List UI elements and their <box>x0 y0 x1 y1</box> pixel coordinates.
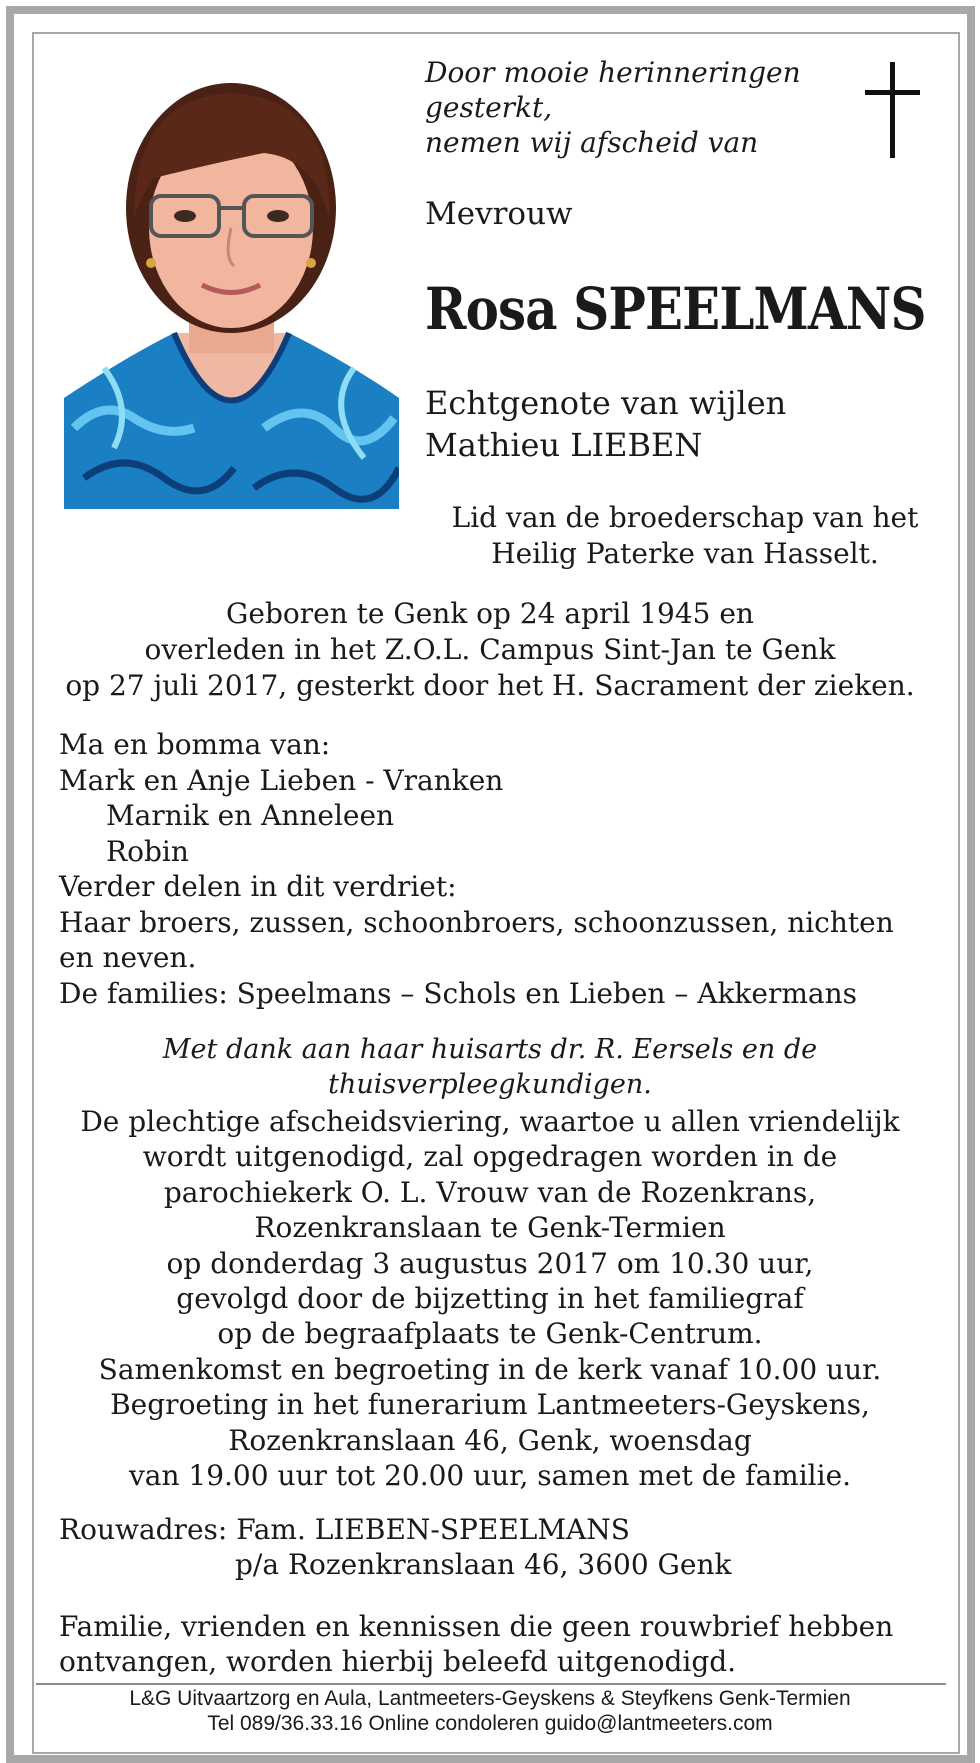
family-grandchild: Robin <box>106 834 189 868</box>
intro-line: Door mooie herinneringen <box>425 56 801 89</box>
intro-text <box>425 55 845 160</box>
membership-line: Heilig Paterke van Hasselt. <box>491 537 879 570</box>
ceremony-line: Rozenkranslaan 46, Genk, woensdag <box>228 1423 752 1457</box>
spouse-line: Echtgenote van wijlen <box>425 384 787 422</box>
spouse-line: Mathieu LIEBEN <box>425 426 703 464</box>
invitation-text <box>59 1609 939 1679</box>
family-grandchild: Marnik en Anneleen <box>106 799 395 832</box>
ceremony-line: Begroeting in het funerarium Lantmeeters-Geyskens, <box>110 1388 870 1422</box>
family-relatives-line: en neven. <box>59 941 197 974</box>
ceremony-line: wordt uitgenodigd, zal opgedragen worden in de <box>142 1140 838 1174</box>
ceremony-line: op donderdag 3 augustus 2017 om 10.30 uur, <box>166 1246 814 1280</box>
ceremony-line: gevolgd door de bijzetting in het familiegraf <box>176 1282 804 1316</box>
footer-divider <box>36 1683 946 1685</box>
birth-death-text <box>40 596 940 704</box>
thanks-line: Met dank aan haar huisarts dr. R. Eersels en de <box>162 1034 818 1065</box>
ceremony-line: van 19.00 uur tot 20.00 uur, samen met de familie. <box>128 1459 852 1493</box>
intro-line: nemen wij afscheid van <box>425 126 759 159</box>
mourning-address <box>59 1512 939 1582</box>
family-relatives-line: Haar broers, zussen, schoonbroers, schoonzussen, nichten <box>59 905 894 939</box>
family-list <box>59 727 939 1011</box>
family-also-heading: Verder delen in dit verdriet: <box>59 870 457 903</box>
intro-line: gesterkt, <box>425 91 553 124</box>
footer-line: Tel 089/36.33.16 Online condoleren guido@lantmeeters.com <box>207 1712 773 1735</box>
invite-line: ontvangen, worden hierbij beleefd uitgenodigd. <box>59 1645 737 1678</box>
membership-line: Lid van de broederschap van het <box>451 501 919 534</box>
ceremony-line: parochiekerk O. L. Vrouw van de Rozenkrans, <box>163 1175 817 1209</box>
family-names: De families: Speelmans – Schols en Lieben – Akkermans <box>59 976 857 1010</box>
address-line: Rouwadres: Fam. LIEBEN-SPEELMANS <box>59 1513 630 1546</box>
birth-line: overleden in het Z.O.L. Campus Sint-Jan te Genk <box>144 633 836 666</box>
family-child: Mark en Anje Lieben - Vranken <box>59 763 504 797</box>
birth-line: op 27 juli 2017, gesterkt door het H. Sacrament der zieken. <box>65 669 915 702</box>
thanks-text <box>40 1032 940 1102</box>
honorific: Mevrouw <box>425 196 573 232</box>
family-heading: Ma en bomma van: <box>59 728 331 761</box>
address-line: p/a Rozenkranslaan 46, 3600 Genk <box>235 1548 732 1581</box>
ceremony-line: op de begraafplaats te Genk-Centrum. <box>217 1317 763 1351</box>
ceremony-line: De plechtige afscheidsviering, waartoe u allen vriendelijk <box>80 1105 900 1138</box>
ceremony-line: Samenkomst en begroeting in de kerk vanaf 10.00 uur. <box>98 1352 882 1386</box>
footer-line: L&G Uitvaartzorg en Aula, Lantmeeters-Geyskens & Steyfkens Genk-Termien <box>129 1687 851 1710</box>
cross-icon <box>863 60 923 160</box>
funeral-home-footer <box>30 1686 950 1736</box>
ceremony-text <box>40 1104 940 1493</box>
ceremony-line: Rozenkranslaan te Genk-Termien <box>254 1211 726 1245</box>
birth-line: Geboren te Genk op 24 april 1945 en <box>226 597 754 630</box>
spouse-info <box>425 382 786 466</box>
membership-text <box>425 500 945 572</box>
deceased-name: Rosa SPEELMANS <box>425 275 926 343</box>
thanks-line: thuisverpleegkundigen. <box>328 1069 652 1100</box>
invite-line: Familie, vrienden en kennissen die geen rouwbrief hebben <box>59 1610 894 1643</box>
portrait-photo <box>64 68 399 509</box>
